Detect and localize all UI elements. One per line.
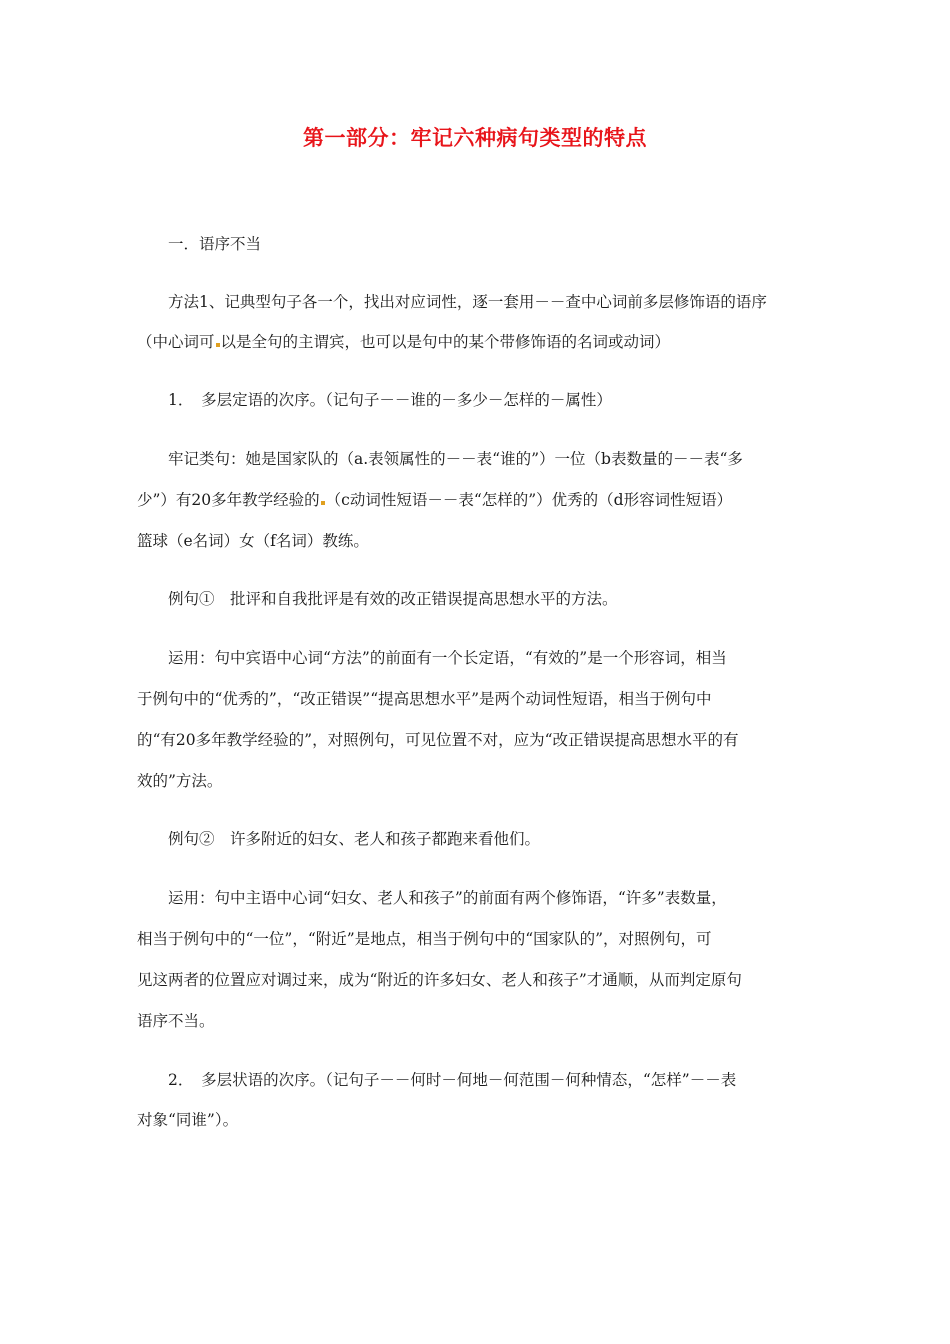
paragraph-line [137, 328, 815, 357]
highlight-mark [321, 501, 325, 505]
paragraph-line: 方法1、记典型句子各一个，找出对应词性，逐一套用－－查中心词前多层修饰语的语序 [168, 293, 767, 311]
paragraph-line: 于例句中的“优秀的”，“改正错误”“提高思想水平”是两个动词性短语，相当于例句中 [137, 690, 712, 708]
text-span: 以是全句的主谓宾，也可以是句中的某个带修饰语的名词或动词） [220, 333, 671, 351]
paragraph-line [137, 486, 815, 515]
paragraph-line: 运用：句中主语中心词“妇女、老人和孩子”的前面有两个修饰语，“许多”表数量， [168, 889, 727, 907]
paragraph-line: 运用：句中宾语中心词“方法”的前面有一个长定语，“有效的”是一个形容词，相当 [168, 649, 727, 667]
paragraph-line: 相当于例句中的“一位”，“附近”是地点，相当于例句中的“国家队的”，对照例句，可 [137, 930, 712, 948]
paragraph-line: 见这两者的位置应对调过来，成为“附近的许多妇女、老人和孩子”才通顺，从而判定原句 [137, 971, 742, 989]
paragraph-line: 的“有20多年教学经验的”，对照例句，可见位置不对，应为“改正错误提高思想水平的有 [137, 731, 739, 749]
paragraph-line: 语序不当。 [137, 1012, 215, 1030]
highlight-mark [216, 343, 220, 347]
text-span: （c动词性短语－－表“怎样的”）优秀的（d形容词性短语） [325, 491, 733, 509]
example-sentence: 例句① 批评和自我批评是有效的改正错误提高思想水平的方法。 [168, 590, 618, 608]
paragraph-line: 效的”方法。 [137, 772, 223, 790]
list-item-heading: 2． 多层状语的次序。（记句子－－何时－何地－何范围－何种情态，“怎样”－－表 [168, 1071, 737, 1089]
page-title: 第一部分：牢记六种病句类型的特点 [303, 126, 647, 150]
paragraph-line: 篮球（e名词）女（f名词）教练。 [137, 532, 369, 550]
paragraph-line: 对象“同谁”）。 [137, 1111, 239, 1129]
text-span: 少”）有20多年教学经验的 [137, 491, 320, 509]
text-span: （中心词可 [137, 333, 215, 351]
list-item-heading: 1． 多层定语的次序。（记句子－－谁的－多少－怎样的－属性） [168, 391, 612, 409]
paragraph-line: 牢记类句：她是国家队的（a.表领属性的－－表“谁的”）一位（b表数量的－－表“多 [168, 450, 743, 468]
section-heading: 一．语序不当 [168, 235, 262, 253]
example-sentence: 例句② 许多附近的妇女、老人和孩子都跑来看他们。 [168, 830, 541, 848]
